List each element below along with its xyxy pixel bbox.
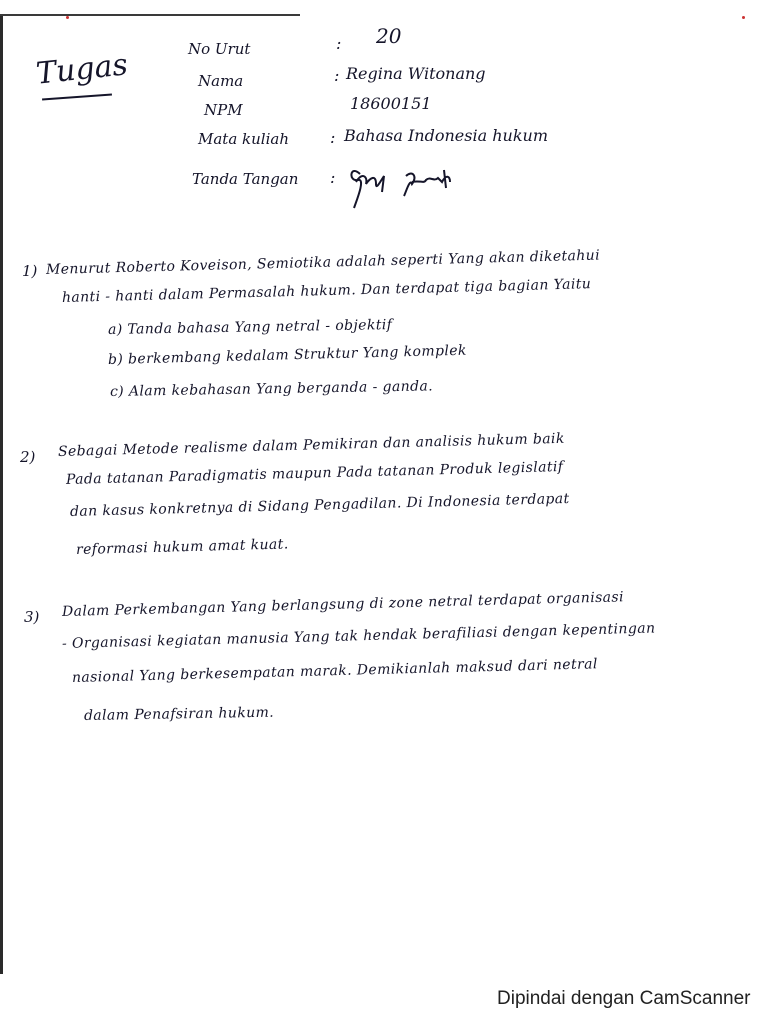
answer-line: reformasi hukum amat kuat. <box>75 536 289 558</box>
answer-line: dalam Penafsiran hukum. <box>83 704 275 724</box>
ink-speck <box>742 16 745 19</box>
ink-speck <box>66 16 69 19</box>
signature-image <box>346 162 476 212</box>
field-label-tanda-tangan: Tanda Tangan <box>192 170 299 188</box>
field-value-no-urut: 20 <box>376 24 402 48</box>
field-value-npm: 18600151 <box>350 94 432 113</box>
field-label-no-urut: No Urut <box>188 40 251 58</box>
field-colon: : <box>330 168 336 187</box>
page-title: Tugas <box>34 47 130 92</box>
field-value-nama: Regina Witonang <box>346 64 486 83</box>
answer-list-item: b) berkembang kedalam Struktur Yang komplek <box>107 342 468 368</box>
field-colon: : <box>336 34 342 53</box>
field-label-nama: Nama <box>198 72 244 90</box>
answer-list-item: a) Tanda bahasa Yang netral - objektif <box>107 317 393 338</box>
field-label-npm: NPM <box>204 101 243 119</box>
answer-line: nasional Yang berkesempatan marak. Demikianlah maksud dari netral <box>71 656 598 686</box>
scan-edge-top <box>0 14 300 16</box>
scanner-watermark: Dipindai dengan CamScanner <box>497 988 751 1009</box>
field-label-mata-kuliah: Mata kuliah <box>198 130 289 148</box>
answer-list-item: c) Alam kebahasan Yang berganda - ganda. <box>109 378 434 400</box>
answer-line: Menurut Roberto Koveison, Semiotika adalah seperti Yang akan diketahui <box>45 247 601 278</box>
answer-line: hanti - hanti dalam Permasalah hukum. Dan terdapat tiga bagian Yaitu <box>61 276 592 306</box>
scan-edge <box>0 14 3 974</box>
title-underline <box>42 94 112 101</box>
answer-line: Sebagai Metode realisme dalam Pemikiran dan analisis hukum baik <box>57 430 565 460</box>
answer-number: 1) <box>22 262 38 280</box>
answer-line: - Organisasi kegiatan manusia Yang tak hendak berafiliasi dengan kepentingan <box>61 620 656 652</box>
field-colon: : <box>334 66 340 85</box>
answer-line: Pada tatanan Paradigmatis maupun Pada tatanan Produk legislatif <box>65 458 564 488</box>
answer-line: Dalam Perkembangan Yang berlangsung di zone netral terdapat organisasi <box>61 589 625 620</box>
answer-line: dan kasus konkretnya di Sidang Pengadilan. Di Indonesia terdapat <box>69 490 570 520</box>
answer-number: 3) <box>24 608 40 626</box>
field-value-mata-kuliah: Bahasa Indonesia hukum <box>344 126 548 145</box>
answer-number: 2) <box>20 448 36 466</box>
field-colon: : <box>330 128 336 147</box>
